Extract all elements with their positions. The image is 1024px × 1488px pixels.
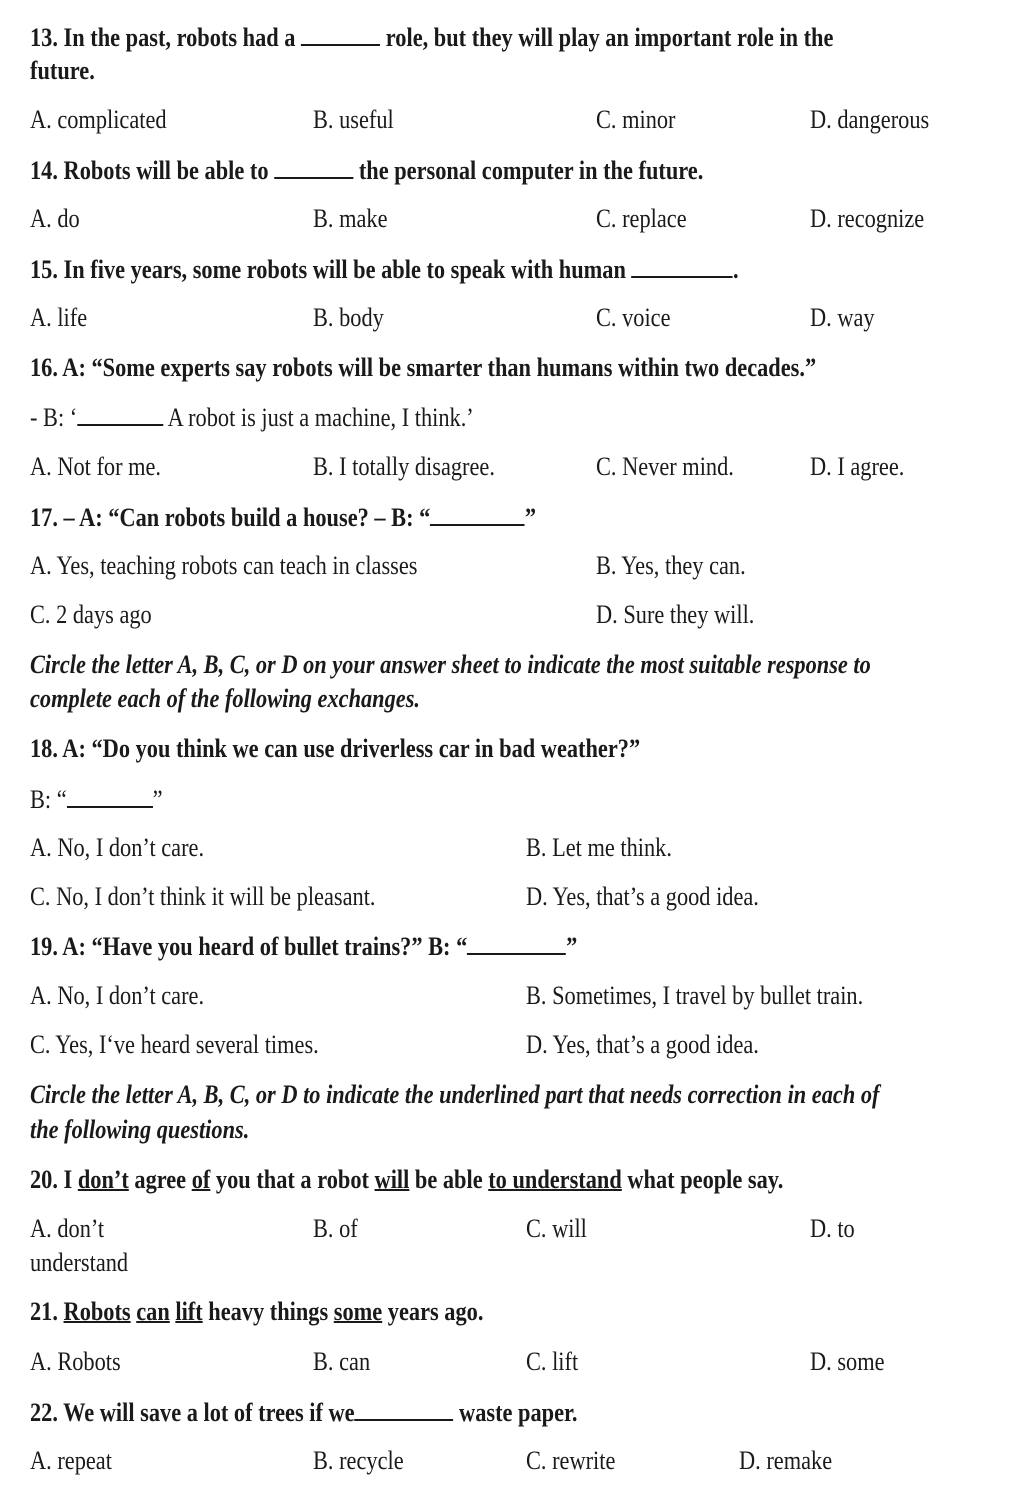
q20-underline-c: will xyxy=(374,1165,410,1194)
q21-option-d[interactable]: D. some xyxy=(810,1347,885,1376)
q14-option-c[interactable]: C. replace xyxy=(596,204,687,233)
q16-response-line: - B: ‘ A robot is just a machine, I think.’ xyxy=(30,400,859,435)
q19-option-c[interactable]: C. Yes, I‘ve heard several times. xyxy=(30,1030,319,1059)
q20-underline-d: to understand xyxy=(488,1165,622,1194)
q16-option-a[interactable]: A. Not for me. xyxy=(30,452,162,481)
q13-option-d[interactable]: D. dangerous xyxy=(810,105,930,134)
q20-stem: 20. I don’t agree of you that a robot will be able to understand what people say. xyxy=(30,1165,784,1194)
q15-stem: 15. In five years, some robots will be able to speak with human . xyxy=(30,252,859,287)
instruction-correction: Circle the letter A, B, C, or D to indicate the underlined part that needs correction in each of xyxy=(30,1080,880,1109)
q22-option-b[interactable]: B. recycle xyxy=(313,1446,404,1475)
q17-stem: 17. – A: “Can robots build a house? – B: “ ” xyxy=(30,500,859,535)
q16-blank[interactable] xyxy=(77,400,163,426)
q13-option-c[interactable]: C. minor xyxy=(596,105,676,134)
q21-underline-c: lift xyxy=(175,1297,203,1326)
q17-option-c[interactable]: C. 2 days ago xyxy=(30,600,152,629)
q20-option-a[interactable]: A. don’t xyxy=(30,1214,105,1243)
q20-option-c[interactable]: C. will xyxy=(526,1214,587,1243)
instruction-correction-cont: the following questions. xyxy=(30,1115,250,1144)
q17-option-d[interactable]: D. Sure they will. xyxy=(596,600,755,629)
q14-option-a[interactable]: A. do xyxy=(30,204,80,233)
instruction-exchanges: Circle the letter A, B, C, or D on your answer sheet to indicate the most suitable response to xyxy=(30,650,871,679)
q20-option-d-cont: understand xyxy=(30,1248,129,1277)
q21-underline-a: Robots xyxy=(63,1297,131,1326)
q22-stem: 22. We will save a lot of trees if we waste paper. xyxy=(30,1395,859,1430)
q16-option-b[interactable]: B. I totally disagree. xyxy=(313,452,495,481)
q17-option-b[interactable]: B. Yes, they can. xyxy=(596,551,746,580)
q15-option-c[interactable]: C. voice xyxy=(596,303,671,332)
q16-option-d[interactable]: D. I agree. xyxy=(810,452,905,481)
q14-option-d[interactable]: D. recognize xyxy=(810,204,925,233)
q18-option-c[interactable]: C. No, I don’t think it will be pleasant. xyxy=(30,882,376,911)
q15-option-a[interactable]: A. life xyxy=(30,303,88,332)
q19-option-d[interactable]: D. Yes, that’s a good idea. xyxy=(526,1030,759,1059)
q14-option-b[interactable]: B. make xyxy=(313,204,388,233)
q13-option-a[interactable]: A. complicated xyxy=(30,105,167,134)
q15-option-b[interactable]: B. body xyxy=(313,303,384,332)
q18-response-line: B: “ ” xyxy=(30,782,859,817)
q19-option-b[interactable]: B. Sometimes, I travel by bullet train. xyxy=(526,981,864,1010)
q18-option-b[interactable]: B. Let me think. xyxy=(526,833,672,862)
q20-underline-b: of xyxy=(191,1165,211,1194)
q19-blank[interactable] xyxy=(467,929,566,955)
q21-option-b[interactable]: B. can xyxy=(313,1347,371,1376)
q15-blank[interactable] xyxy=(631,252,732,278)
q19-stem: 19. A: “Have you heard of bullet trains?” B: “ ” xyxy=(30,929,859,964)
q17-option-a[interactable]: A. Yes, teaching robots can teach in classes xyxy=(30,551,418,580)
q22-option-a[interactable]: A. repeat xyxy=(30,1446,112,1475)
q21-option-c[interactable]: C. lift xyxy=(526,1347,579,1376)
q13-blank[interactable] xyxy=(301,20,380,46)
q20-option-d[interactable]: D. to xyxy=(810,1214,855,1243)
q22-option-c[interactable]: C. rewrite xyxy=(526,1446,616,1475)
q16-option-c[interactable]: C. Never mind. xyxy=(596,452,734,481)
q14-blank[interactable] xyxy=(274,153,353,179)
q18-stem: 18. A: “Do you think we can use driverless car in bad weather?” xyxy=(30,734,641,763)
q22-option-d[interactable]: D. remake xyxy=(739,1446,833,1475)
q18-blank[interactable] xyxy=(67,782,153,808)
q17-blank[interactable] xyxy=(430,500,525,526)
q13-option-b[interactable]: B. useful xyxy=(313,105,394,134)
q13-stem: 13. In the past, robots had a role, but they will play an important role in the xyxy=(30,20,859,55)
q20-underline-a: don’t xyxy=(77,1165,129,1194)
q21-underline-b: can xyxy=(136,1297,170,1326)
instruction-exchanges-cont: complete each of the following exchanges. xyxy=(30,684,421,713)
q16-stem: 16. A: “Some experts say robots will be smarter than humans within two decades.” xyxy=(30,353,817,382)
q13-stem-cont: future. xyxy=(30,56,95,85)
q21-stem: 21. Robots can lift heavy things some years ago. xyxy=(30,1297,484,1326)
q20-option-b[interactable]: B. of xyxy=(313,1214,358,1243)
q22-blank[interactable] xyxy=(355,1395,454,1421)
q14-stem: 14. Robots will be able to the personal computer in the future. xyxy=(30,153,859,188)
q19-option-a[interactable]: A. No, I don’t care. xyxy=(30,981,205,1010)
q15-option-d[interactable]: D. way xyxy=(810,303,875,332)
q21-underline-d: some xyxy=(333,1297,383,1326)
q18-option-a[interactable]: A. No, I don’t care. xyxy=(30,833,205,862)
q21-option-a[interactable]: A. Robots xyxy=(30,1347,121,1376)
q18-option-d[interactable]: D. Yes, that’s a good idea. xyxy=(526,882,759,911)
